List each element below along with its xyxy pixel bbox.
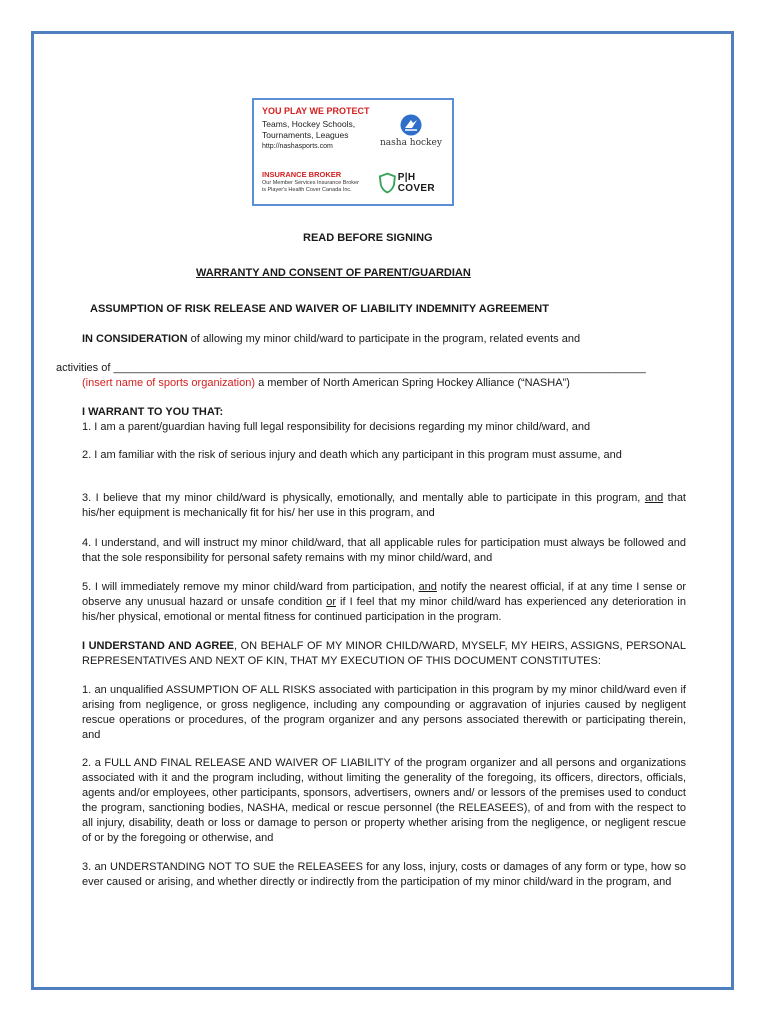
- agree-clause-1: 1. an unqualified ASSUMPTION OF ALL RISKS associated with participation in this program by my minor child/ward even if arising from negligence, or gross negligence, including any compounding or aggravation of injuries caused by negligent rescue operations or procedures, of the program organizer and any persons associated therewith or participating therein, and: [82, 684, 686, 741]
- insert-organization-placeholder: (insert name of sports organization): [82, 377, 256, 389]
- heading-read-before-signing: READ BEFORE SIGNING: [303, 232, 433, 244]
- agree-text: , ON BEHALF OF MY MINOR CHILD/WARD, MYSELF, MY HEIRS, ASSIGNS, PERSONAL REPRESENTATIVES AND NEXT OF KIN, THAT MY EXECUTION OF THIS DOCUMENT CONSTITUTES:: [82, 640, 686, 667]
- warrant-item-5: [82, 580, 686, 625]
- member-text: a member of North American Spring Hockey Alliance (“NASHA”): [255, 377, 570, 389]
- warrant-item-5-and: and: [418, 581, 437, 593]
- logo-tagline: YOU PLAY WE PROTECT: [262, 106, 370, 116]
- broker-line: Our Member Services Insurance Broker: [262, 180, 359, 186]
- heading-warranty: WARRANTY AND CONSENT OF PARENT/GUARDIAN: [196, 267, 471, 279]
- consideration-lead: IN CONSIDERATION: [82, 333, 188, 345]
- logo-line: Tournaments, Leagues: [262, 130, 349, 140]
- sponsor-logo-box: [252, 98, 454, 206]
- consideration-text: of allowing my minor child/ward to participate in the program, related events and: [187, 333, 581, 345]
- heading-assumption: ASSUMPTION OF RISK RELEASE AND WAIVER OF LIABILITY INDEMNITY AGREEMENT: [90, 303, 549, 315]
- ph-cover-text: P|H COVER: [397, 172, 435, 194]
- warrant-item-3-text: 3. I believe that my minor child/ward is physically, emotionally, and mentally able to participate in this program,: [82, 492, 645, 504]
- nasha-hockey-icon: [400, 114, 422, 136]
- agree-clause-2: 2. a FULL AND FINAL RELEASE AND WAIVER OF LIABILITY of the program organizer and all persons and organizations associated with it and the program including, without limiting the generality of the foregoing, its officers, directors, officials, agents and/or employees, other participants, sponsors, advertisers, owners and/ or lessors of the premises used to conduct the program, sanctioning bodies, NASHA, medical or rescue personnel (the RELEASEES), of and from with the respect to all injury, disability, death or loss or damage to person or property whether arising from the negligence, or negligent rescue of or by the foregoing or otherwise, and: [82, 757, 686, 844]
- broker-title: INSURANCE BROKER: [262, 170, 342, 179]
- organization-line: [82, 376, 570, 391]
- logo-url: http://nashasports.com: [262, 143, 333, 150]
- activities-line: activities of _______________________________________________________________________________________: [56, 362, 646, 374]
- warrant-item-5-text: 5. I will immediately remove my minor child/ward from participation,: [82, 581, 419, 593]
- logo-brand: nasha hockey: [380, 138, 442, 148]
- logo-line: Teams, Hockey Schools,: [262, 119, 356, 129]
- warrant-item-1: 1. I am a parent/guardian having full legal responsibility for decisions regarding my minor child/ward, and: [82, 421, 591, 433]
- broker-text: [262, 180, 359, 194]
- warrant-item-5-text-mid: notify the nearest official, if at any time I sense or observe any unusual hazard or unsafe condition: [82, 581, 686, 608]
- warrant-item-4: 4. I understand, and will instruct my minor child/ward, that all applicable rules for participation must always be followed and that the sole responsibility for personal safety remains with my minor child/ward, and: [82, 537, 686, 564]
- agree-clause-3: 3. an UNDERSTANDING NOT TO SUE the RELEASEES for any loss, injury, costs or damages of any form or type, how so ever caused or arising, and whether directly or indirectly from the participation of my minor child/ward in the program, and: [82, 861, 686, 888]
- warrant-item-5-or: or: [326, 596, 336, 608]
- warrant-heading: I WARRANT TO YOU THAT:: [82, 406, 224, 418]
- agree-paragraph: [82, 639, 686, 669]
- agree-lead: I UNDERSTAND AND AGREE: [82, 640, 235, 652]
- broker-line: is Player's Health Cover Canada Inc.: [262, 187, 352, 193]
- warrant-item-3-text-end: that his/her equipment is mechanically fit for his/ her use in this program, and: [82, 492, 686, 519]
- consideration-line: [82, 332, 580, 347]
- logo-lines: [262, 119, 355, 141]
- warrant-item-2: 2. I am familiar with the risk of serious injury and death which any participant in this program must assume, and: [82, 449, 622, 461]
- warrant-item-3-and: and: [644, 492, 664, 504]
- ph-cover-logo: [378, 172, 452, 194]
- warrant-item-3: [82, 491, 686, 521]
- warrant-item-5-text-end: if I feel that my minor child/ward has experienced any deterioration in his/her physical, emotional or mental fitness for continued participation in the program.: [82, 596, 686, 623]
- shield-icon: [378, 172, 397, 194]
